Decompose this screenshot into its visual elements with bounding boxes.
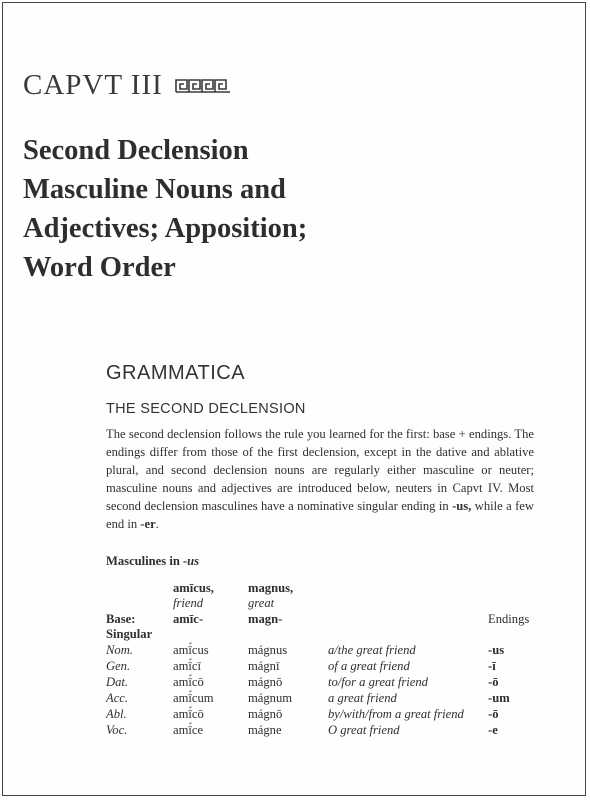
base-label: Base:: [106, 612, 136, 626]
title-line: Masculine Nouns and: [23, 174, 286, 205]
para-text: .: [155, 517, 159, 531]
column-header-gloss: great: [248, 596, 275, 610]
para-text: while a few end in: [106, 499, 534, 531]
column-header-word: amīcus,: [173, 581, 214, 595]
translation-cell: a/the great friend: [328, 643, 416, 657]
case-label: Dat.: [106, 675, 129, 689]
ending-cell: -ī: [488, 659, 496, 673]
form-cell: mágnō: [248, 675, 283, 689]
base-value: magn-: [248, 612, 283, 626]
book-page: [2, 2, 586, 796]
form-cell: mágnō: [248, 707, 283, 721]
column-header-gloss: friend: [173, 596, 204, 610]
form-cell: mágnum: [248, 691, 293, 705]
chapter-title: [23, 131, 443, 287]
translation-cell: to/for a great friend: [328, 675, 428, 689]
number-label: Singular: [106, 627, 153, 641]
para-text: The second declension follows the rule you learned for the first: base + endings. The endings differ from those of the first declension, except in the dative and ablative plural, and second declension nouns are regularly either masculine or neuter; masculine nouns and adjectives are introduced below, neuters in Capvt IV. Most second declension masculines have a nominative singular ending in: [106, 427, 534, 513]
section-heading: GRAMMATICA: [106, 362, 246, 384]
case-label: Nom.: [106, 643, 133, 657]
para-ending-er: -er: [140, 517, 156, 531]
case-label: Voc.: [106, 723, 128, 737]
table-label-ending: -us: [182, 554, 200, 568]
case-label: Acc.: [106, 691, 129, 705]
chapter-heading: [23, 69, 231, 102]
case-label: Abl.: [106, 707, 127, 721]
form-cell: amī́cō: [173, 675, 204, 689]
chapter-label: CAPVT III: [23, 69, 163, 101]
ending-cell: -e: [488, 723, 498, 737]
ending-cell: -um: [488, 691, 510, 705]
endings-label: Endings: [488, 612, 530, 626]
table-label-text: Masculines in: [106, 554, 183, 568]
form-cell: amī́ce: [173, 723, 204, 737]
title-line: Adjectives; Apposition;: [23, 213, 308, 244]
form-cell: mágne: [248, 723, 282, 737]
title-line: Word Order: [23, 252, 176, 283]
body-paragraph: [106, 425, 534, 533]
form-cell: mágnus: [248, 643, 288, 657]
translation-cell: a great friend: [328, 691, 397, 705]
translation-cell: of a great friend: [328, 659, 410, 673]
translation-cell: by/with/from a great friend: [328, 707, 464, 721]
ending-cell: -us: [488, 643, 505, 657]
ending-cell: -ō: [488, 707, 499, 721]
title-line: Second Declension: [23, 135, 249, 166]
ending-cell: -ō: [488, 675, 499, 689]
base-value: amīc-: [173, 612, 204, 626]
form-cell: amī́cī: [173, 659, 201, 673]
translation-cell: O great friend: [328, 723, 400, 737]
table-label: [106, 554, 199, 569]
form-cell: amī́cum: [173, 691, 214, 705]
form-cell: mágnī: [248, 659, 280, 673]
form-cell: amī́cus: [173, 643, 209, 657]
greek-key-meander-icon: [175, 79, 231, 93]
case-label: Gen.: [106, 659, 131, 673]
para-ending-us: -us,: [452, 499, 472, 513]
sub-heading: THE SECOND DECLENSION: [106, 401, 306, 417]
form-cell: amī́cō: [173, 707, 204, 721]
column-header-word: magnus,: [248, 581, 294, 595]
